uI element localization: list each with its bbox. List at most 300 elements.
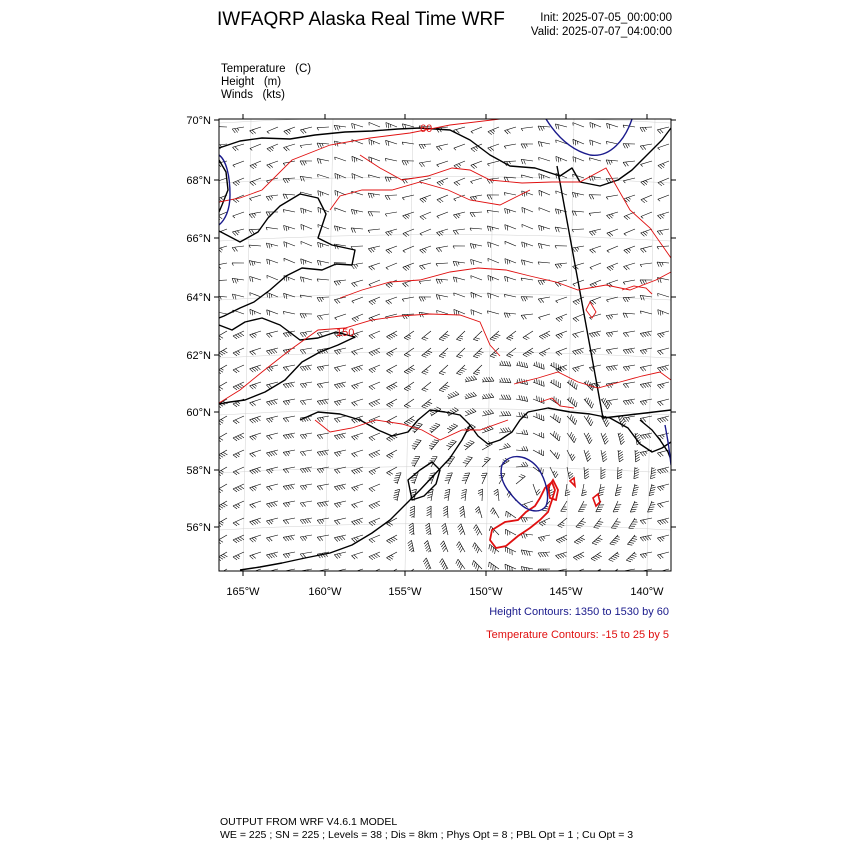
wind-barb	[626, 552, 636, 562]
wind-barb	[487, 226, 499, 232]
lat-label: 68°N	[186, 175, 211, 187]
wind-barb	[454, 195, 465, 201]
wind-barb	[352, 518, 364, 525]
wind-barb	[453, 246, 465, 249]
wind-barb	[351, 246, 363, 249]
wind-barb	[598, 484, 604, 496]
wind-barb	[369, 467, 380, 475]
wind-barb	[439, 348, 448, 358]
wind-barb	[521, 278, 533, 281]
wind-barb	[457, 542, 466, 553]
wind-barb	[369, 518, 380, 526]
wind-barb	[387, 450, 398, 458]
wind-barb	[284, 127, 295, 135]
wind-barb	[420, 195, 431, 203]
wind-barb	[216, 246, 228, 253]
wind-barb	[635, 450, 640, 462]
wind-barb	[505, 127, 517, 134]
wind-barb	[424, 541, 431, 553]
wind-barb	[459, 506, 465, 518]
lat-label: 70°N	[186, 115, 211, 127]
wind-barb	[317, 518, 329, 524]
wind-barb	[404, 365, 415, 374]
wind-barb	[250, 399, 261, 406]
wind-barb	[422, 331, 431, 340]
wind-barb	[420, 246, 431, 253]
wind-barb	[573, 174, 584, 178]
wind-barb	[572, 246, 584, 252]
wind-barb	[437, 229, 449, 236]
wind-barb	[657, 501, 669, 508]
wind-barb	[446, 440, 456, 450]
wind-barb	[640, 365, 652, 371]
wind-barb	[499, 378, 511, 383]
wind-barb	[429, 440, 439, 450]
wind-barb	[573, 365, 585, 372]
wind-barb	[404, 399, 414, 408]
wind-barb	[334, 552, 346, 559]
wind-barb	[589, 331, 601, 337]
wind-barb	[266, 195, 278, 201]
wind-barb	[233, 535, 244, 543]
wind-barb	[266, 416, 278, 423]
wind-barb	[440, 541, 448, 552]
wind-barb	[567, 380, 577, 390]
wind-barb	[640, 518, 652, 524]
wind-barb	[550, 414, 560, 423]
wind-barb	[386, 140, 397, 146]
wind-barb	[539, 208, 550, 212]
wind-barb	[267, 161, 278, 168]
wind-barb	[516, 462, 528, 467]
wind-barb	[589, 365, 601, 371]
wind-barb	[250, 501, 261, 508]
wind-barb	[606, 365, 618, 371]
wind-barb	[233, 331, 244, 339]
wind-barb	[352, 348, 364, 355]
wind-barb	[283, 210, 295, 213]
wind-barb	[425, 523, 431, 535]
wind-barb	[386, 297, 397, 304]
wind-barb	[334, 125, 346, 130]
wind-barb	[369, 569, 380, 577]
wind-barb	[283, 382, 295, 388]
wind-barb	[233, 467, 244, 475]
wind-barb	[266, 501, 278, 508]
wind-barb	[558, 518, 567, 528]
wind-barb	[369, 433, 380, 441]
wind-barb	[317, 501, 329, 507]
wind-barb	[591, 552, 602, 561]
wind-barb	[318, 191, 329, 197]
wind-barb	[538, 142, 550, 147]
wind-barb	[439, 365, 448, 375]
wind-barb	[352, 467, 364, 474]
wind-barb	[369, 382, 380, 390]
wind-barb	[629, 518, 638, 529]
lon-label: 160°W	[308, 586, 342, 598]
wind-barb	[584, 433, 592, 444]
wind-barb	[453, 212, 465, 219]
wind-barb	[300, 314, 312, 319]
wind-barb	[607, 212, 619, 219]
wind-barb	[657, 535, 669, 542]
wind-barb	[402, 142, 414, 145]
wind-barb	[317, 484, 329, 490]
wind-barb	[533, 432, 544, 438]
wind-barb	[317, 314, 329, 320]
wind-barb	[607, 246, 618, 253]
temperature-contour	[514, 372, 671, 388]
wind-barb	[436, 279, 448, 284]
wind-barb	[232, 229, 244, 236]
wind-barb	[521, 314, 533, 319]
wind-barb	[471, 276, 482, 280]
wind-barb	[641, 195, 652, 203]
wind-barb	[539, 314, 551, 320]
wind-barb	[487, 210, 499, 213]
wind-barb	[408, 540, 414, 552]
wind-barb	[556, 365, 567, 373]
height-contours	[219, 119, 671, 511]
wind-barb	[555, 263, 567, 268]
wind-barb	[369, 331, 380, 339]
wind-barb	[437, 212, 448, 218]
wind-barb	[317, 297, 329, 302]
wind-barb	[482, 393, 494, 399]
wind-barb	[658, 144, 669, 150]
wind-barb	[471, 310, 482, 316]
wind-barb	[657, 484, 669, 491]
wind-barb	[590, 297, 601, 305]
wind-barb	[250, 467, 261, 474]
wind-barb	[590, 569, 601, 577]
wind-barb	[658, 195, 669, 201]
wind-barb	[233, 416, 244, 424]
wind-barb	[555, 227, 567, 232]
wind-barb	[352, 450, 364, 457]
wind-barb	[550, 431, 560, 441]
wind-barb	[533, 450, 544, 456]
wind-barb	[482, 410, 494, 416]
wind-barb	[555, 246, 567, 249]
wind-barb	[516, 475, 525, 485]
wind-barb	[266, 433, 278, 440]
wind-barb	[523, 331, 533, 340]
wind-barb	[334, 433, 346, 440]
wind-barb	[533, 413, 544, 421]
wind-barb	[387, 348, 398, 356]
wind-barb	[267, 259, 278, 265]
wind-barb	[317, 279, 329, 282]
wind-barb	[522, 224, 533, 229]
wind-barb	[623, 348, 635, 354]
wind-barb	[539, 331, 550, 339]
wind-barb	[409, 523, 414, 535]
wind-barb	[402, 195, 414, 200]
wind-barb	[368, 246, 380, 253]
wind-barb	[607, 229, 618, 237]
wind-barb	[488, 275, 499, 281]
wind-barb	[538, 552, 550, 557]
wind-barb	[470, 228, 482, 231]
wind-barb	[436, 263, 448, 266]
wind-barb	[334, 535, 346, 542]
wind-barb	[300, 399, 312, 405]
wind-barb	[573, 569, 584, 576]
wind-barb	[657, 518, 669, 525]
wind-barb	[505, 276, 516, 282]
contour-label: 60	[420, 123, 433, 135]
wind-barb	[550, 450, 560, 459]
coastline-kodiak	[408, 462, 440, 500]
wind-barb	[589, 176, 601, 181]
wind-barb	[454, 161, 465, 169]
wind-barb	[437, 178, 448, 186]
wind-barb	[456, 365, 466, 375]
wind-barb	[458, 524, 465, 535]
wind-barb	[448, 391, 460, 399]
wind-barb	[215, 127, 227, 130]
wind-barb	[385, 158, 397, 161]
wind-barb	[369, 139, 380, 145]
wind-barb	[539, 174, 550, 180]
wind-barb	[623, 178, 635, 183]
wind-barb	[402, 297, 414, 302]
wind-barb	[640, 311, 652, 314]
wind-barb	[284, 144, 296, 151]
wind-barb	[300, 569, 312, 575]
wind-barb	[499, 411, 511, 416]
wind-barb	[630, 501, 638, 512]
wind-barb	[266, 552, 278, 559]
wind-barb	[266, 450, 278, 457]
wind-barb	[465, 392, 477, 399]
wind-barb	[283, 535, 295, 541]
wind-barb	[250, 127, 261, 134]
valid-time: Valid: 2025-07-07_04:00:00	[530, 26, 672, 38]
wind-barb	[657, 416, 669, 423]
wind-barb	[475, 507, 482, 519]
wind-barb	[657, 365, 669, 372]
wind-barb	[250, 161, 261, 169]
wind-barb	[300, 433, 312, 439]
wind-barb	[215, 263, 227, 269]
wind-barb	[488, 127, 499, 135]
wind-barb	[640, 331, 652, 337]
wind-barb	[521, 518, 533, 523]
wind-barb	[386, 280, 397, 288]
wind-barb	[640, 246, 652, 253]
wind-barb	[283, 467, 295, 473]
wind-barb	[601, 467, 606, 479]
wind-barb	[250, 433, 261, 440]
wind-barb	[300, 365, 312, 371]
wind-barb	[556, 156, 567, 162]
wind-barb	[640, 569, 652, 575]
wind-barb	[217, 484, 227, 493]
field-name: Temperature	[221, 63, 286, 75]
wind-barb	[386, 246, 397, 254]
wind-barb	[478, 489, 483, 501]
wind-barb	[623, 399, 635, 405]
wind-barb	[490, 508, 499, 518]
wind-barb	[615, 484, 622, 496]
wind-barb	[609, 552, 620, 562]
wind-barb	[266, 348, 278, 355]
wind-barb	[351, 263, 363, 269]
wind-barb	[521, 567, 533, 573]
lat-label: 64°N	[186, 292, 211, 304]
wind-barb	[640, 552, 652, 558]
wind-barb	[437, 195, 448, 203]
wind-barb	[393, 489, 399, 501]
wind-barb	[300, 295, 312, 298]
coastline-norton-sound	[219, 318, 355, 404]
wind-barb	[516, 361, 528, 368]
field-unit: (m)	[263, 76, 282, 88]
wind-barb	[437, 310, 448, 314]
wind-barb	[556, 331, 567, 339]
wind-barb	[618, 433, 625, 445]
wind-barb	[445, 473, 453, 484]
wind-barb	[369, 552, 380, 560]
wind-barb	[387, 552, 398, 560]
wind-barb	[317, 569, 329, 575]
wind-barb	[572, 211, 584, 216]
wind-barb	[472, 560, 482, 570]
wind-barb	[387, 535, 398, 543]
wind-barb	[499, 427, 511, 433]
wind-barb	[504, 193, 516, 196]
wind-barb	[334, 382, 346, 389]
wind-barb	[249, 212, 261, 218]
wind-barb	[385, 177, 397, 182]
wind-barb	[233, 161, 244, 167]
wind-barb	[617, 467, 622, 479]
wind-barb	[283, 433, 295, 439]
wind-barb	[300, 450, 312, 456]
wind-barb	[589, 229, 601, 236]
wind-barb	[471, 259, 482, 265]
wind-barb	[266, 484, 278, 491]
wind-barb	[403, 263, 414, 271]
wind-barb	[267, 310, 278, 316]
wind-barb	[369, 399, 380, 407]
wind-barb	[505, 225, 516, 231]
wind-barb	[301, 224, 312, 230]
wind-barb	[538, 280, 550, 285]
temperature-contour	[330, 182, 530, 210]
wind-barb	[217, 518, 227, 527]
wind-barb	[538, 243, 550, 248]
wind-barb	[487, 195, 499, 199]
wind-barb	[369, 297, 380, 305]
wind-barb	[499, 361, 511, 366]
wind-barb	[217, 365, 227, 374]
model-config: WE = 225 ; SN = 225 ; Levels = 38 ; Dis = 8km ; Phys Opt = 8 ; PBL Opt = 1 ; Cu Opt = 3	[220, 829, 634, 841]
wind-barb	[578, 501, 587, 512]
coastline-alaska-north	[219, 128, 671, 186]
wind-barb	[505, 259, 516, 265]
wind-barb	[623, 331, 635, 337]
wind-barb	[283, 569, 295, 575]
wind-barb	[522, 207, 533, 213]
wind-barb	[233, 433, 244, 441]
wind-barb	[217, 569, 227, 578]
wind-barb	[592, 535, 602, 545]
wind-barb	[658, 293, 669, 297]
wind-barb	[573, 552, 584, 560]
latitude-labels	[186, 115, 211, 534]
wind-barb	[283, 501, 295, 507]
wind-barb	[474, 525, 483, 536]
wind-barb	[233, 552, 244, 560]
wind-barb	[436, 144, 448, 151]
wind-barb	[317, 416, 329, 422]
wind-barb	[334, 280, 346, 285]
wind-barb	[369, 122, 380, 127]
wind-barb	[447, 424, 458, 433]
wind-barb	[334, 569, 346, 576]
wind-barb	[521, 550, 533, 556]
wind-barb	[538, 535, 550, 541]
wind-barb	[283, 365, 295, 371]
wind-barb	[301, 259, 312, 265]
wind-barb	[317, 143, 329, 148]
wind-barb	[283, 311, 295, 314]
wind-barb	[482, 426, 493, 433]
wind-barb	[573, 139, 584, 145]
wind-barb	[300, 161, 312, 165]
height-contour	[546, 119, 632, 155]
wind-barb	[217, 433, 227, 442]
wind-barb	[215, 280, 227, 283]
wind-barb	[623, 313, 635, 318]
wind-barb	[386, 123, 397, 129]
wind-barb	[317, 382, 329, 388]
wind-barb	[352, 297, 363, 303]
wind-barb	[422, 348, 432, 357]
wind-barb	[456, 331, 465, 341]
lat-label: 60°N	[186, 407, 211, 419]
temperature-contour	[360, 155, 671, 258]
temperature-contour-warm	[570, 478, 575, 486]
wind-barb	[556, 348, 567, 356]
wind-barb	[464, 441, 474, 451]
wind-barb	[334, 365, 346, 372]
wind-barb	[482, 457, 491, 467]
wind-barb	[352, 365, 364, 372]
wind-barb	[352, 174, 363, 180]
wind-barb	[284, 242, 295, 248]
wind-barb	[640, 127, 652, 132]
wind-barb	[217, 552, 228, 561]
wind-barb	[504, 313, 516, 318]
wind-barb	[217, 416, 227, 425]
wind-barb	[233, 382, 244, 390]
wind-barb	[266, 399, 278, 406]
wind-barb	[550, 467, 558, 478]
wind-barb	[640, 433, 652, 439]
wind-barb	[442, 523, 449, 535]
wind-barb	[533, 379, 544, 387]
wind-barb	[657, 399, 669, 406]
wind-barb	[590, 140, 601, 146]
wind-barb	[606, 141, 618, 144]
wind-barb	[284, 293, 295, 299]
wind-barb	[436, 246, 448, 252]
